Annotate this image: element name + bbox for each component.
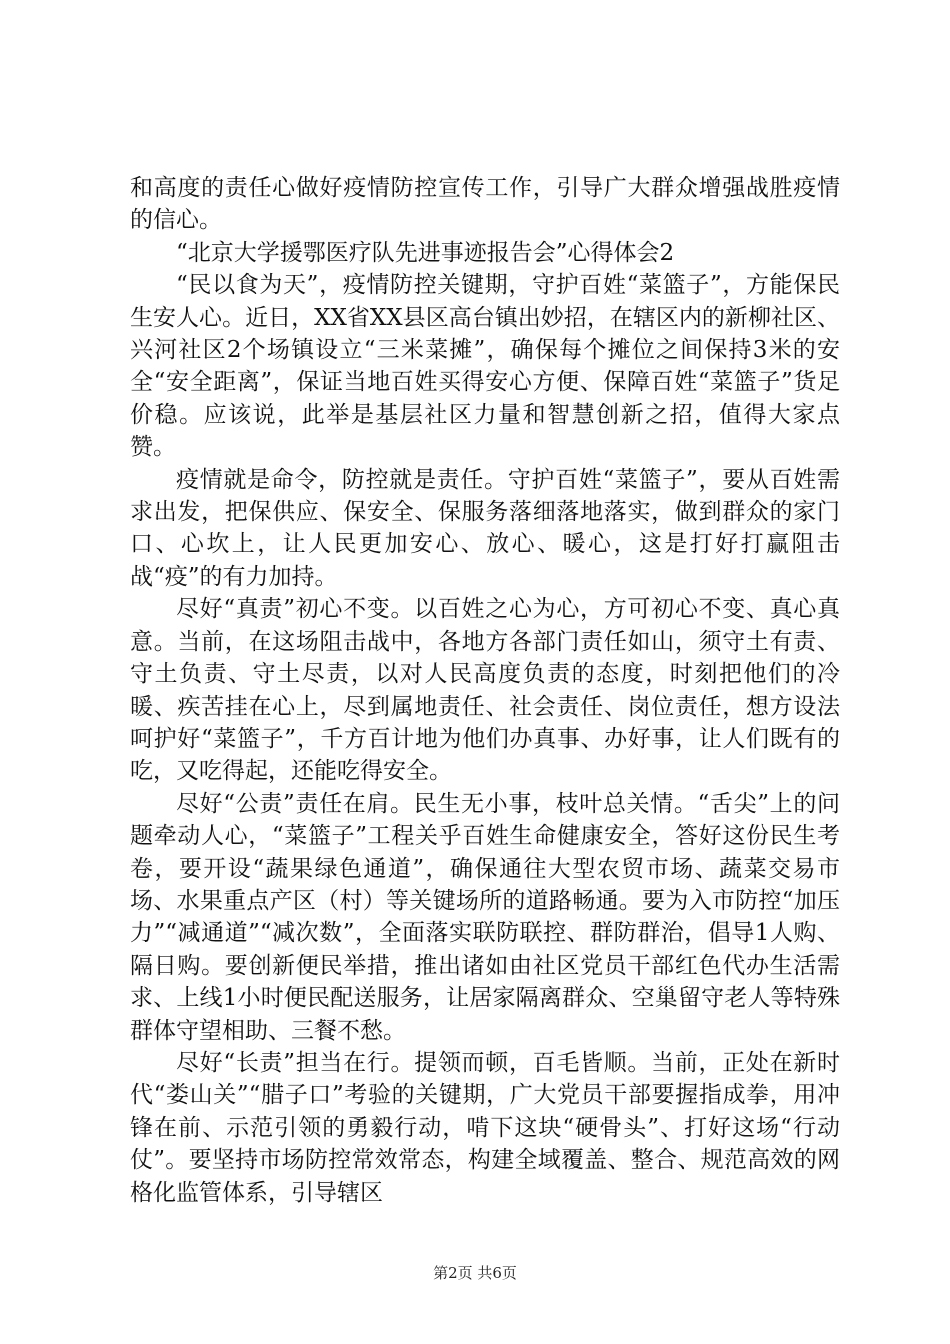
paragraph: 尽好“真责”初心不变。以百姓之心为心，方可初心不变、真心真意。当前，在这场阻击战中，各地方各部门责任如山，须守土有责、守土负责、守土尽责，以对人民高度负责的态度，时刻把他们的冷暖、疾苦挂在心上，尽到属地责任、社会责任、岗位责任，想方设法呵护好“菜篮子”，千方百计地为他们办真事、办好事，让人们既有的吃，又吃得起，还能吃得安全。 [130,596,840,785]
paragraph: “民以食为天”，疫情防控关键期，守护百姓“菜篮子”，方能保民生安人心。近日，XX省XX县区高台镇出妙招，在辖区内的新柳社区、兴河社区2个场镇设立“三米菜摊”，确保每个摊位之间保持3米的安全“安全距离”，保证当地百姓买得安心方便、保障百姓“菜篮子”货足价稳。应该说，此举是基层社区力量和智慧创新之招，值得大家点赞。 [130,272,840,461]
paragraph: 尽好“长责”担当在行。提领而顿，百毛皆顺。当前，正处在新时代“娄山关”“腊子口”考验的关键期，广大党员干部要握指成拳，用冲锋在前、示范引领的勇毅行动，啃下这块“硬骨头”、打好这场“行动仗”。要坚持市场防控常效常态，构建全域覆盖、整合、规范高效的网格化监管体系，引导辖区 [130,1049,840,1206]
section-heading: “北京大学援鄂医疗队先进事迹报告会”心得体会2 [176,239,675,266]
paragraph: 尽好“公责”责任在肩。民生无小事，枝叶总关情。“舌尖”上的问题牵动人心，“菜篮子”工程关乎百姓生命健康安全，答好这份民生考卷，要开设“蔬果绿色通道”，确保通往大型农贸市场、蔬菜交易市场、水果重点产区（村）等关键场所的道路畅通。要为入市防控“加压力”“减通道”“减次数”，全面落实联防联控、群防群治，倡导1人购、隔日购。要创新便民举措，推出诸如由社区党员干部红色代办生活需求、上线1小时便民配送服务，让居家隔离群众、空巢留守老人等特殊群体守望相助、三餐不愁。 [130,790,840,1044]
document-body [130,172,840,1209]
paragraph-continuation: 和高度的责任心做好疫情防控宣传工作，引导广大群众增强战胜疫情的信心。 [130,175,840,234]
paragraph: 疫情就是命令，防控就是责任。守护百姓“菜篮子”，要从百姓需求出发，把保供应、保安全、保服务落细落地落实，做到群众的家门口、心坎上，让人民更加安心、放心、暖心，这是打好打赢阻击战“疫”的有力加持。 [130,466,840,590]
page-number-footer: 第2页 共6页 [433,1264,517,1282]
